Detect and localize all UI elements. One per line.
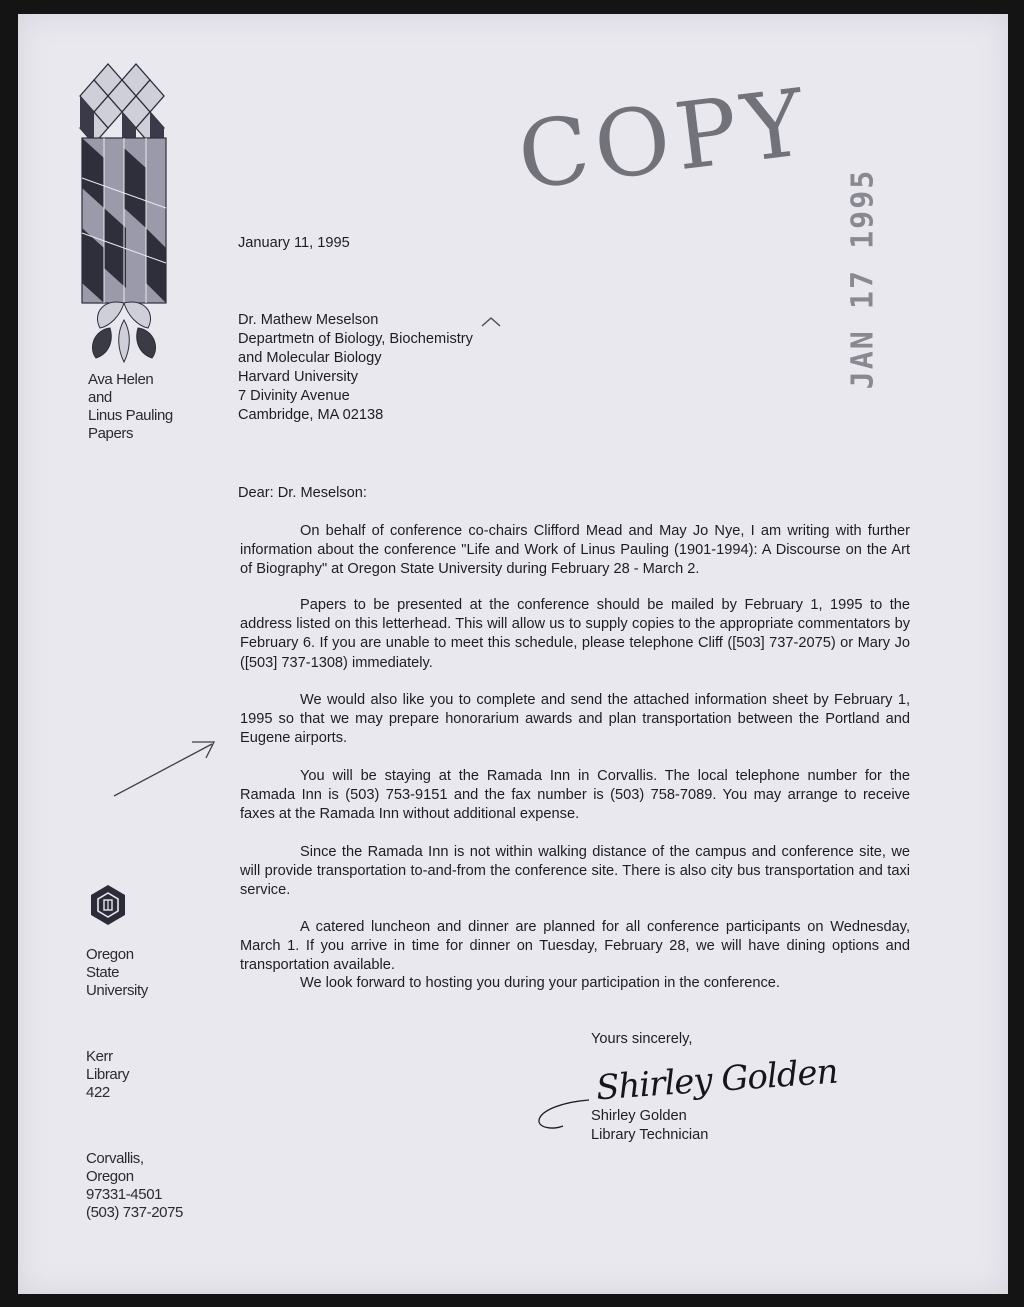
collection-line: Papers xyxy=(88,425,134,442)
body-paragraph: We would also like you to complete and send the attached information sheet by February 1, 1995 so that we may prepare honorarium awards and plan transportation between the Portland and Eugene airports. xyxy=(240,692,910,747)
stamp-text: JAN 17 1995 xyxy=(845,168,881,390)
collection-line: Linus Pauling xyxy=(88,407,173,424)
recipient-line: Cambridge, MA 02138 xyxy=(238,407,384,423)
address-line: (503) 737-2075 xyxy=(86,1204,183,1221)
body-paragraph: Papers to be presented at the conference should be mailed by February 1, 1995 to the address listed on this letterhead. This will allow us to supply copies to the appropriate commentators by February 6. If you are unable to meet this schedule, please telephone Cliff ([503] 737-2075) or Mary Jo ([503] 737-1308) immediately. xyxy=(240,597,910,671)
office-line: Kerr xyxy=(86,1048,113,1065)
recipient-line: 7 Divinity Avenue xyxy=(238,388,350,404)
body-paragraph: A catered luncheon and dinner are planned for all conference participants on Wednesday, March 1. If you arrive in time for dinner on Tuesday, February 28, we will have dining options and transportation available. xyxy=(240,919,910,974)
handwritten-arrow-icon xyxy=(108,728,228,800)
letter-date: January 11, 1995 xyxy=(238,235,350,251)
body-paragraph: Since the Ramada Inn is not within walking distance of the campus and conference site, we will provide transportation to-and-from the conference site. There is also city bus transportation and taxi service. xyxy=(240,844,910,899)
address-line: Corvallis, xyxy=(86,1150,144,1167)
office-line: 422 xyxy=(86,1084,110,1101)
university-name xyxy=(86,946,148,1000)
office-location xyxy=(86,1048,129,1102)
copy-handwritten-mark: COPY xyxy=(512,68,816,211)
recipient-line: Harvard University xyxy=(238,369,359,385)
letter-page xyxy=(18,14,1008,1294)
mailing-address xyxy=(86,1150,183,1222)
signature: Shirley Golden xyxy=(594,1051,839,1109)
closing: Yours sincerely, xyxy=(591,1031,693,1047)
collection-line: and xyxy=(88,389,112,406)
collection-line: Ava Helen xyxy=(88,371,154,388)
university-line: Oregon xyxy=(86,946,134,963)
signer-name: Shirley Golden xyxy=(591,1108,687,1124)
address-line: Oregon xyxy=(86,1168,134,1185)
body-paragraph: On behalf of conference co-chairs Clifford Mead and May Jo Nye, I am writing with further information about the conference "Life and Work of Linus Pauling (1901-1994): A Discourse on the Art of Biography" at Oregon State University during February 28 - March 2. xyxy=(240,523,910,578)
body-paragraph: You will be staying at the Ramada Inn in Corvallis. The local telephone number for the Ramada Inn is (503) 753-9151 and the fax number is (503) 758-7089. You may arrange to receive faxes at the Ramada Inn without additional expense. xyxy=(240,768,910,823)
address-line: 97331-4501 xyxy=(86,1186,163,1203)
collection-name xyxy=(88,371,173,443)
university-seal-icon xyxy=(87,884,129,926)
signature-flourish-icon xyxy=(533,1096,593,1132)
university-line: University xyxy=(86,982,148,999)
recipient-line: Departmetn of Biology, Biochemistry xyxy=(238,331,473,347)
received-date-stamp xyxy=(818,168,908,390)
body-paragraph: We look forward to hosting you during your participation in the conference. xyxy=(300,975,780,991)
pauling-papers-logo xyxy=(74,58,178,368)
university-line: State xyxy=(86,964,120,981)
office-line: Library xyxy=(86,1066,130,1083)
salutation: Dear: Dr. Meselson: xyxy=(238,485,367,501)
signer-title: Library Technician xyxy=(591,1127,709,1143)
caret-mark-icon xyxy=(480,316,502,328)
recipient-line: and Molecular Biology xyxy=(238,350,382,366)
signer-block xyxy=(591,1107,708,1145)
recipient-address xyxy=(238,311,473,425)
recipient-line: Dr. Mathew Meselson xyxy=(238,312,379,328)
